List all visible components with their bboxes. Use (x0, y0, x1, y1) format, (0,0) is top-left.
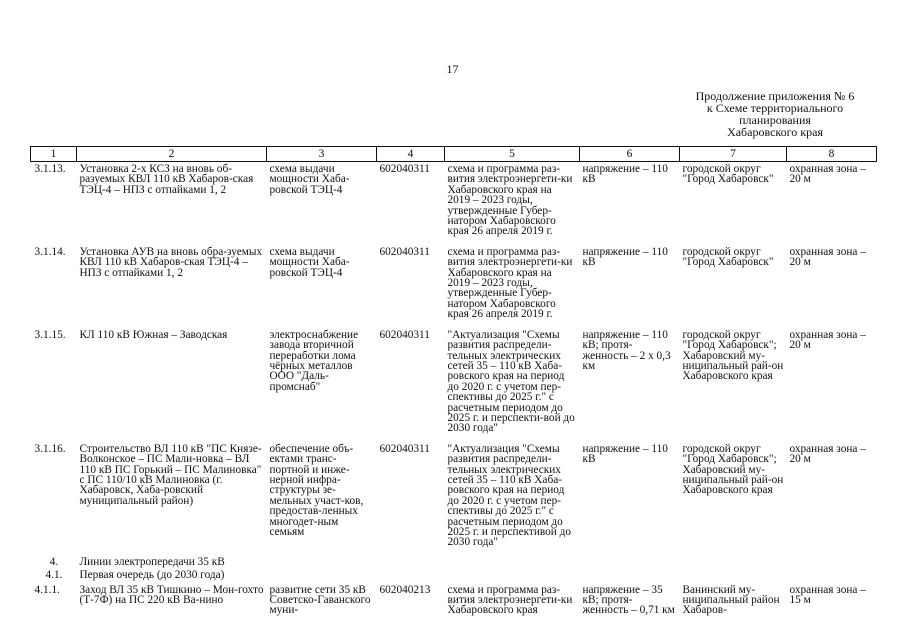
table-row (31, 442, 877, 556)
row-number: 3.1.13. (34, 163, 66, 175)
section-row (31, 569, 877, 582)
object-name: Заход ВЛ 35 кВ Тишкино – Мон-гохто (Т-7Ф) на ПС 220 кВ Ва-нино (79, 583, 264, 607)
object-location: городской округ "Город Хабаровск" (682, 163, 774, 186)
object-name: Строительство ВЛ 110 кВ "ПС Князе-Волконское – ПС Мали-новка – ВЛ 110 кВ ПС Горький – ПС Малиновка" с ПС 110/10 кВ Малиновка (г. Хабаровск, Хаба-ровский муниципальный район) (79, 442, 262, 507)
column-header: 1 (31, 147, 77, 162)
table-row (31, 162, 877, 245)
object-params: напряжение – 35 кВ; протя-женность – 0,71 км (582, 583, 675, 617)
appendix-line-1: Продолжение приложения № 6 (695, 89, 855, 103)
object-name: Установка 2-х КСЗ на вновь об-разуемых КВЛ 110 кВ Хабаров-ская ТЭЦ-4 – НПЗ с отпайками 1, 2 (79, 163, 254, 196)
column-header: 4 (377, 147, 445, 162)
object-purpose: схема выдачи мощности Хаба-ровской ТЭЦ-4 (269, 163, 350, 196)
row-number: 3.1.14. (34, 245, 66, 258)
column-header: 3 (267, 147, 377, 162)
object-location: Ванинский му-ниципальный район Хабаров- (682, 583, 780, 617)
column-header: 8 (787, 147, 877, 162)
section-number: 4.1. (45, 569, 63, 582)
table-row (31, 245, 877, 328)
object-zone: охранная зона – 20 м (789, 245, 866, 269)
object-location: городской округ "Город Хабаровск"; Хабаровский му-ниципальный рай-он Хабаровского края (682, 328, 784, 383)
object-location: городской округ "Город Хабаровск"; Хабаровский му-ниципальный рай-он Хабаровского края (682, 442, 784, 497)
object-purpose: обеспечение объ-ектами транс-портной и инже-нерной инфра-структуры зе-мельных участ-ков, предостав-ленных многодет-ным семьям (269, 442, 364, 538)
object-basis: схема и программа раз-вития электроэнергети-ки Хабаровского края на 2019 – 2023 годы, утвержденные Губер-натором Хабаровского края 26 апреля 2019 г. (447, 163, 573, 238)
object-zone: охранная зона – 20 м (789, 442, 866, 466)
object-code: 602040213 (379, 583, 431, 596)
row-number: 3.1.16. (34, 442, 66, 455)
object-params: напряжение – 110 кВ (582, 442, 668, 466)
table-row (31, 583, 877, 624)
object-name: КЛ 110 кВ Южная – Заводская (79, 328, 228, 341)
object-code: 602040311 (379, 163, 430, 175)
object-basis: "Актуализация "Схемы развития распредели-тельных электрических сетей 35 – 110 кВ Хаба-ровского края на период до 2020 г. с учетом пер-спективы до 2025 г." с расчетным периодом до 2025 г. и перспективой до 2030 года" (447, 442, 572, 549)
object-params: напряжение – 110 кВ (582, 245, 668, 269)
table-header-row (31, 147, 877, 162)
section-title: Первая очередь (до 2030 года) (79, 569, 225, 582)
object-zone: охранная зона – 20 м (789, 163, 866, 186)
section-title: Линии электропередачи 35 кВ (79, 555, 225, 568)
column-header: 5 (445, 147, 580, 162)
object-location: городской округ "Город Хабаровск" (682, 245, 774, 269)
appendix-line-2: к Схеме территориального (706, 101, 844, 115)
column-header: 2 (77, 147, 267, 162)
object-code: 602040311 (379, 245, 430, 258)
object-purpose: электроснабжение завода вторичной переработки лома чёрных металлов ООО "Даль-промснаб" (269, 328, 359, 393)
appendix-line-4: Хабаровского края (727, 125, 823, 139)
appendix-caption (660, 90, 890, 138)
column-header: 7 (680, 147, 787, 162)
object-zone: охранная зона – 20 м (789, 328, 866, 352)
objects-table (30, 146, 877, 624)
object-basis: схема и программа раз-вития электроэнергети-ки Хабаровского края на 2019 – 2023 годы, утвержденные Губер-натором Хабаровского края 26 апреля 2019 г. (447, 245, 573, 321)
object-code: 602040311 (379, 442, 430, 455)
table-row (31, 328, 877, 442)
section-number: 4. (49, 555, 59, 568)
object-params: напряжение – 110 кВ; протя-женность – 2 х 0,3 км (582, 328, 671, 372)
column-header: 6 (580, 147, 680, 162)
object-zone: охранная зона – 15 м (789, 583, 866, 607)
object-code: 602040311 (379, 328, 430, 341)
object-basis: схема и программа раз-вития электроэнергети-ки Хабаровского края (447, 583, 573, 617)
object-purpose: развитие сети 35 кВ Советско-Гаванского муни- (269, 583, 371, 617)
row-number: 4.1.1. (34, 583, 60, 596)
page-number: 17 (446, 62, 459, 76)
appendix-line-3: планирования (739, 113, 811, 127)
object-basis: "Актуализация "Схемы развития распредели-тельных электрических сетей 35 – 110 кВ Хаба-ровского края на период до 2020 г. с учетом пер-спективы до 2025 г." с расчетным периодом до 2025 г. и перспекти-вой до 2030 года" (447, 328, 575, 435)
object-name: Установка АУВ на вновь обра-зуемых КВЛ 110 кВ Хабаров-ская ТЭЦ-4 – НПЗ с отпайками 1, 2 (79, 245, 263, 279)
object-params: напряжение – 110 кВ (582, 163, 668, 186)
row-number: 3.1.15. (34, 328, 66, 341)
object-purpose: схема выдачи мощности Хаба-ровской ТЭЦ-4 (269, 245, 350, 279)
section-row (31, 556, 877, 569)
